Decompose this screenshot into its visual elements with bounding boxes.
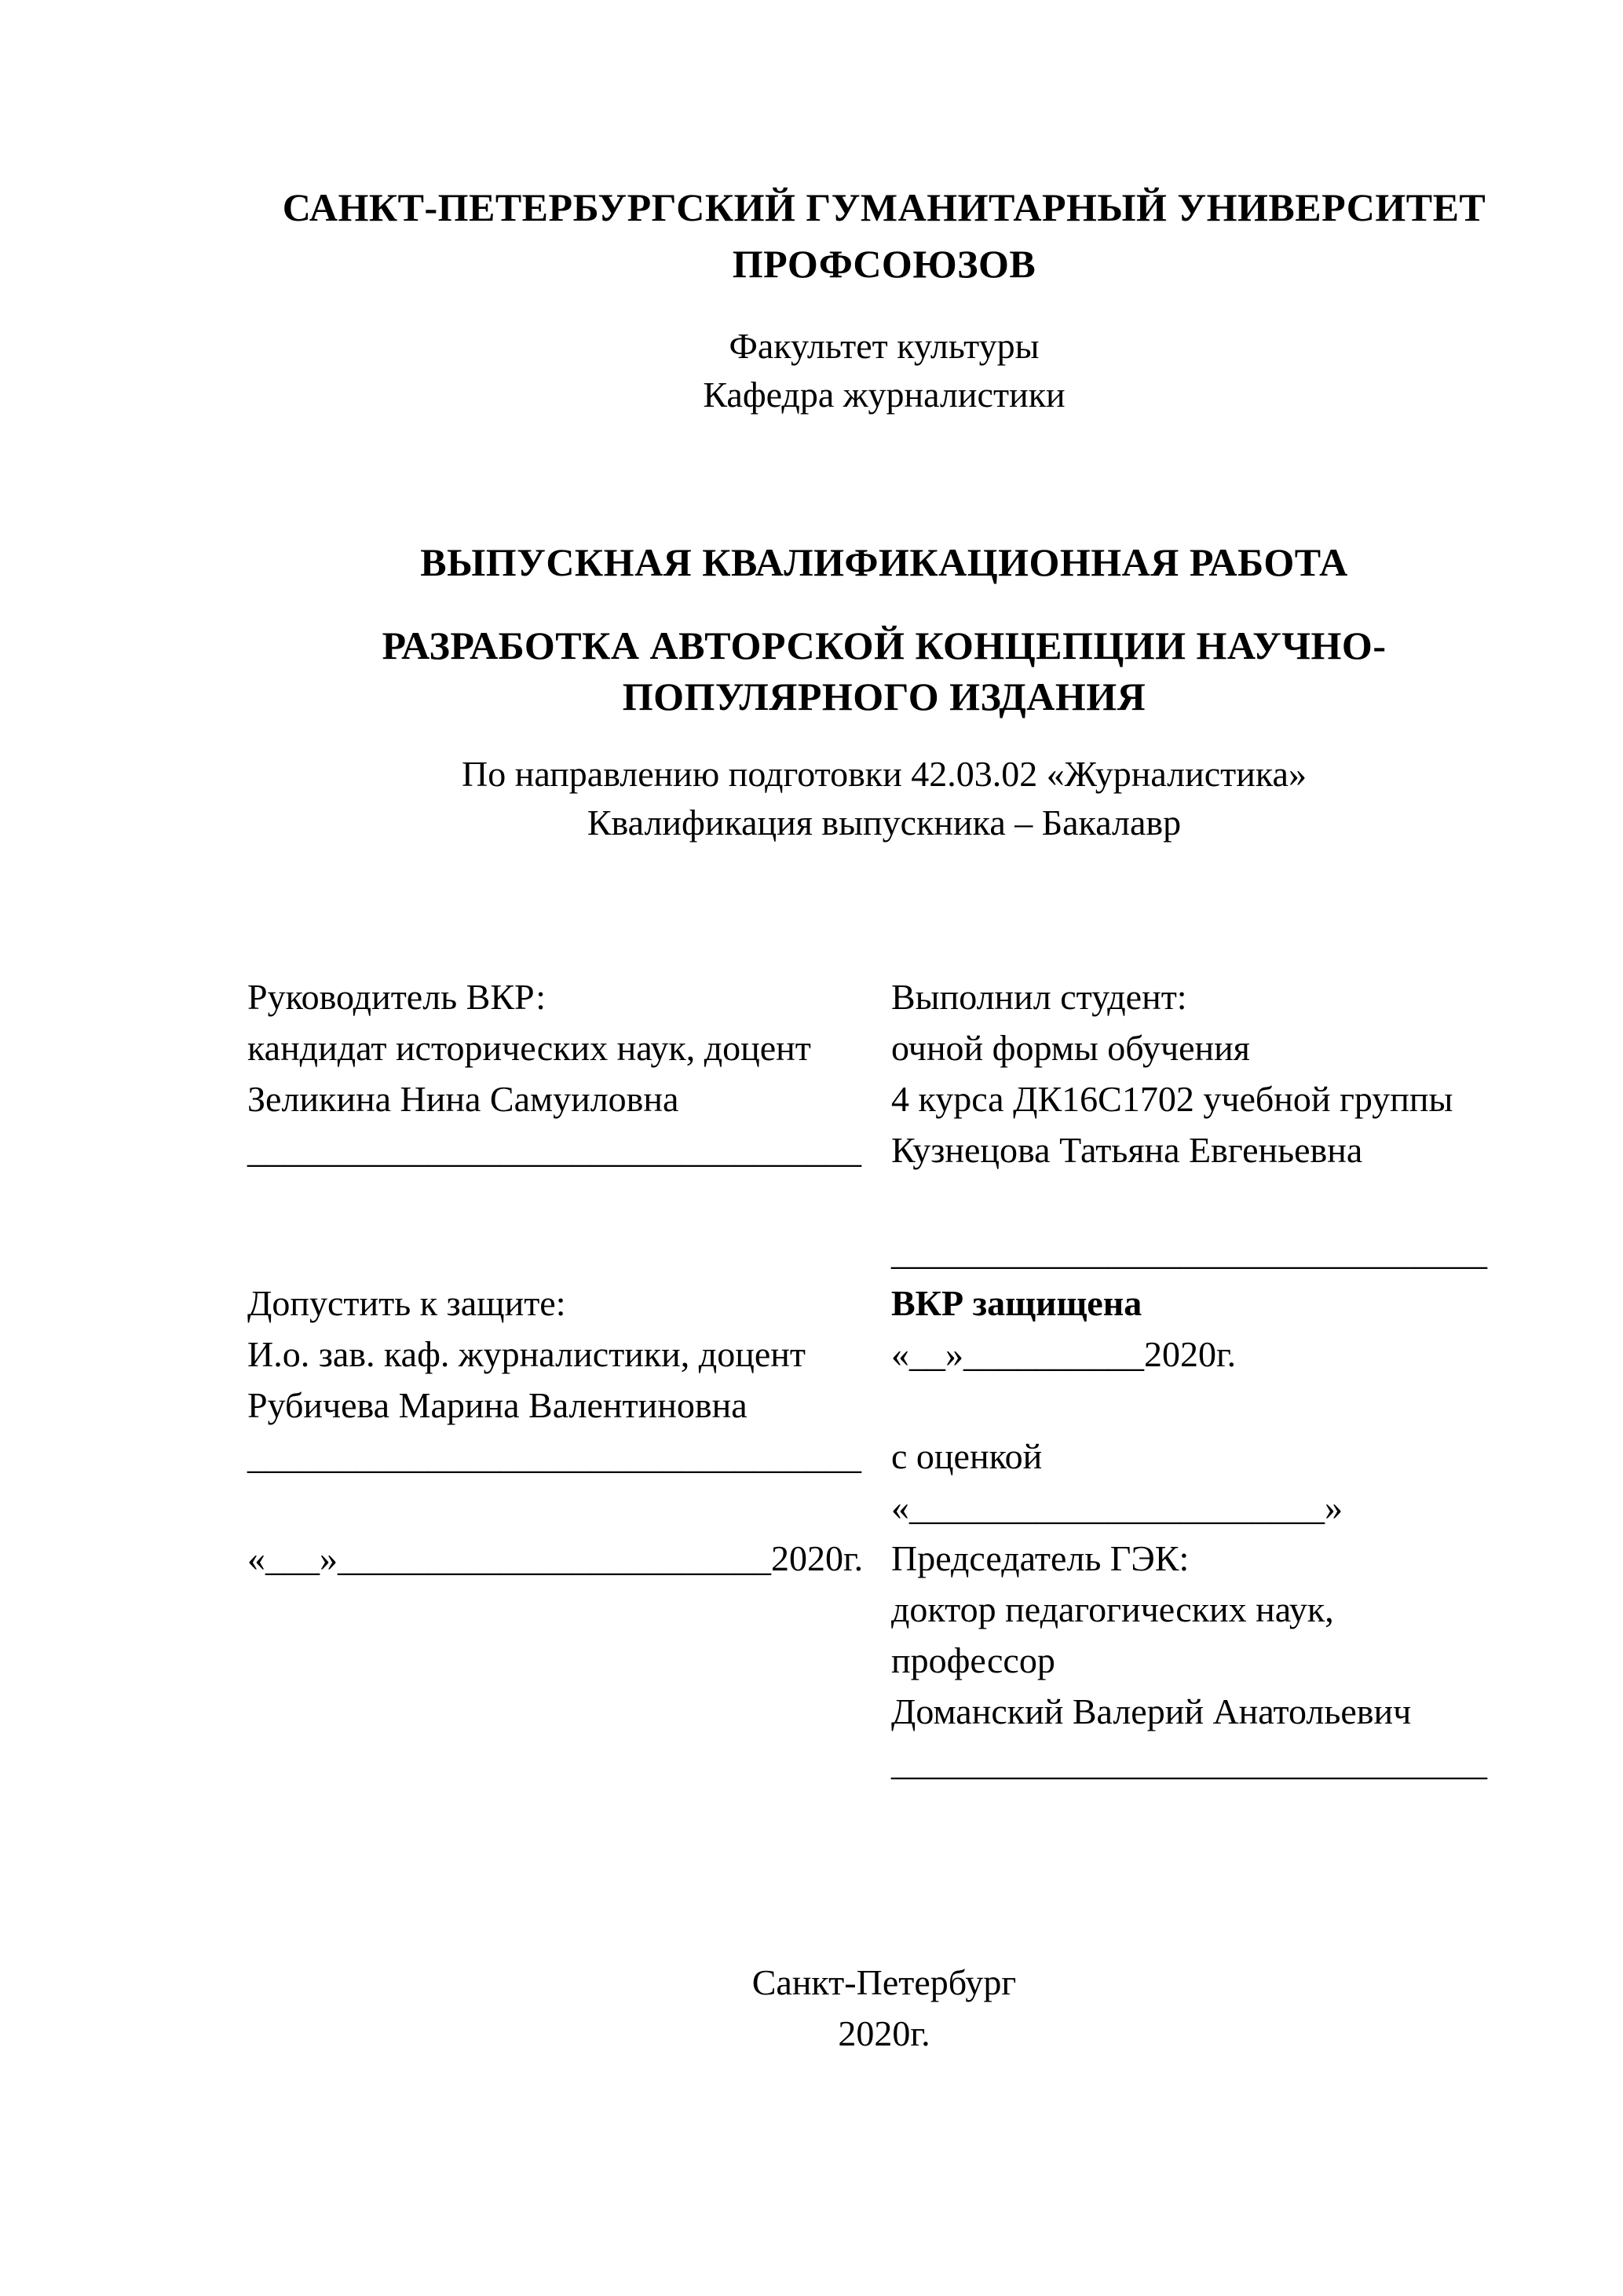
admit-signature-line: __________________________________	[247, 1436, 861, 1476]
spacer-row	[247, 1482, 891, 1533]
admit-name: Рубичева Марина Валентиновна	[247, 1385, 748, 1425]
city-line: Санкт-Петербург	[751, 1962, 1017, 2002]
left-column	[247, 971, 891, 1788]
student-label: Выполнил студент:	[891, 977, 1187, 1017]
university-name: САНКТ-ПЕТЕРБУРГСКИЙ ГУМАНИТАРНЫЙ УНИВЕРСИТЕТ ПРОФСОЮЗОВ	[282, 185, 1486, 286]
admit-label: Допустить к защите:	[247, 1283, 566, 1323]
student-study-form: очной формы обучения	[891, 1028, 1250, 1068]
supervisor-label: Руководитель ВКР:	[247, 977, 546, 1017]
thesis-title: РАЗРАБОТКА АВТОРСКОЙ КОНЦЕПЦИИ НАУЧНО-ПОПУЛЯРНОГО ИЗДАНИЯ	[382, 623, 1387, 718]
program-line: По направлению подготовки 42.03.02 «Журналистика»	[462, 754, 1307, 794]
signature-columns	[247, 971, 1521, 1788]
chairman-name: Доманский Валерий Анатольевич	[891, 1691, 1412, 1731]
chairman-signature-line: _________________________________	[891, 1742, 1487, 1782]
chairman-label: Председатель ГЭК:	[891, 1538, 1190, 1578]
department-name: Кафедра журналистики	[703, 375, 1066, 415]
spacer-row	[247, 1227, 891, 1278]
grade-blank-line: «_______________________»	[891, 1487, 1343, 1527]
qualification-line: Квалификация выпускника – Бакалавр	[587, 803, 1182, 843]
supervisor-name: Зеликина Нина Самуиловна	[247, 1079, 679, 1119]
defended-label: ВКР защищена	[891, 1283, 1142, 1323]
admit-position: И.о. зав. каф. журналистики, доцент	[247, 1334, 806, 1374]
supervisor-signature-line: __________________________________	[247, 1130, 861, 1170]
chairman-rank: профессор	[891, 1640, 1055, 1680]
work-type-heading: ВЫПУСКНАЯ КВАЛИФИКАЦИОННАЯ РАБОТА	[420, 540, 1348, 584]
year-line: 2020г.	[838, 2013, 930, 2053]
faculty-name: Факультет культуры	[729, 326, 1040, 366]
chairman-degree: доктор педагогических наук,	[891, 1589, 1334, 1629]
spacer-row	[891, 1380, 1521, 1431]
student-name: Кузнецова Татьяна Евгеньевна	[891, 1130, 1363, 1170]
spacer-row	[247, 1175, 891, 1227]
student-signature-line: _________________________________	[891, 1232, 1487, 1272]
supervisor-degree: кандидат исторических наук, доцент	[247, 1028, 811, 1068]
grade-label: с оценкой	[891, 1436, 1043, 1476]
right-column	[891, 971, 1521, 1788]
admit-date-line: «___»________________________2020г.	[247, 1538, 864, 1578]
defended-date-line: «__»__________2020г.	[891, 1334, 1237, 1374]
spacer-row	[891, 1175, 1521, 1227]
student-group: 4 курса ДК16С1702 учебной группы	[891, 1079, 1453, 1119]
footer-block	[247, 1957, 1521, 2059]
